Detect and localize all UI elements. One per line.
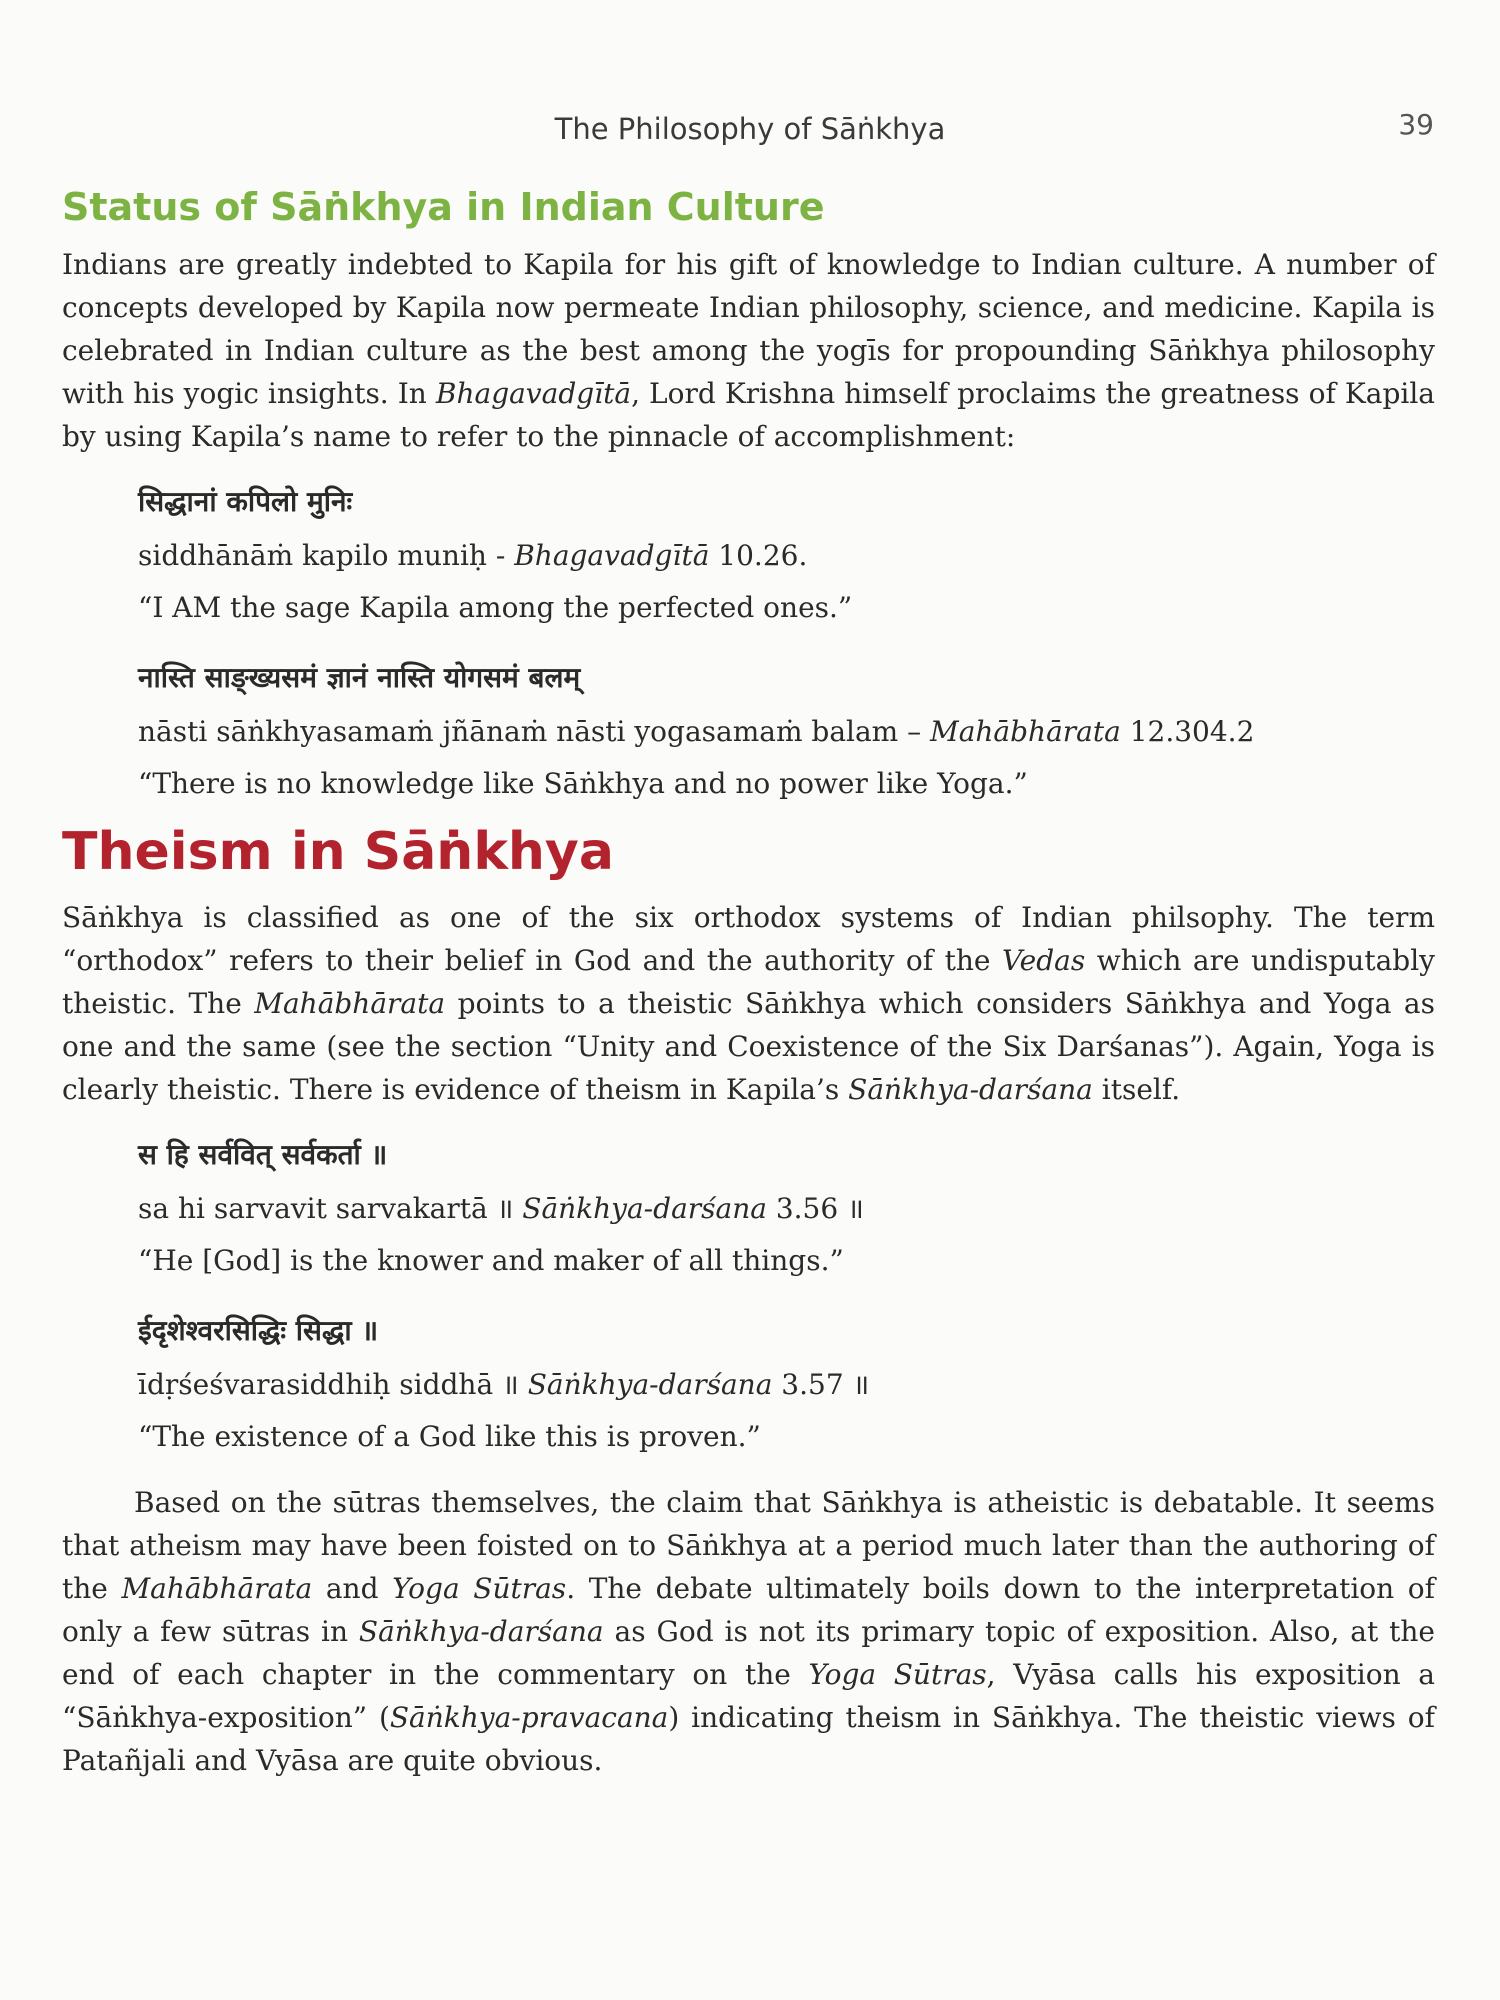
paragraph-theism: Sāṅkhya is classified as one of the six orthodox systems of Indian philsophy. The term “orthodox” refers to their belief in God and the authority of the Vedas which are undisputably theistic. The Mahābhārata points to a theistic Sāṅkhya which considers Sāṅkhya and Yoga as one and the same (see the section “Unity and Coexistence of the Six Darśanas”). Again, Yoga is clearly theistic. There is evidence of theism in Kapila’s Sāṅkhya-darśana itself. (62, 901, 1435, 1106)
running-title: The Philosophy of Sāṅkhya (554, 112, 946, 146)
transliteration: sa hi sarvavit sarvakartā ॥ Sāṅkhya-darśana 3.56 ॥ (138, 1192, 864, 1225)
translation: “There is no knowledge like Sāṅkhya and no power like Yoga.” (138, 767, 1028, 800)
page-number: 39 (1398, 108, 1434, 141)
devanagari-verse: स हि सर्ववित् सर्वकर्ता ॥ (138, 1138, 388, 1171)
verse-quote (138, 480, 1435, 634)
translation: “He [God] is the knower and maker of all things.” (138, 1244, 844, 1277)
transliteration: īdṛśeśvarasiddhiḥ siddhā ॥ Sāṅkhya-darśana 3.57 ॥ (138, 1368, 870, 1401)
transliteration: siddhānāṁ kapilo muniḥ - Bhagavadgītā 10.26. (138, 539, 808, 572)
translation: “The existence of a God like this is proven.” (138, 1420, 761, 1453)
verse-quote (138, 656, 1435, 810)
page-content (62, 185, 1435, 1782)
verse-quote (138, 1309, 1435, 1463)
verse-quote (138, 1133, 1435, 1287)
section-heading-status: Status of Sāṅkhya in Indian Culture (62, 185, 825, 229)
translation: “I AM the sage Kapila among the perfected ones.” (138, 591, 853, 624)
devanagari-verse: सिद्धानां कपिलो मुनिः (138, 485, 353, 518)
devanagari-verse: नास्ति साङ्ख्यसमं ज्ञानं नास्ति योगसमं बलम् (138, 661, 581, 694)
paragraph-conclusion: Based on the sūtras themselves, the claim that Sāṅkhya is atheistic is debatable. It seems that atheism may have been foisted on to Sāṅkhya at a period much later than the authoring of the Mahābhārata and Yoga Sūtras. The debate ultimately boils down to the interpretation of only a few sūtras in Sāṅkhya-darśana as God is not its primary topic of exposition. Also, at the end of each chapter in the commentary on the Yoga Sūtras, Vyāsa calls his exposition a “Sāṅkhya-exposition” (Sāṅkhya-pravacana) indicating theism in Sāṅkhya. The theistic views of Patañjali and Vyāsa are quite obvious. (62, 1486, 1435, 1777)
section-heading-theism: Theism in Sāṅkhya (62, 822, 614, 882)
transliteration: nāsti sāṅkhyasamaṁ jñānaṁ nāsti yogasamaṁ balam – Mahābhārata 12.304.2 (138, 715, 1255, 748)
devanagari-verse: ईदृशेश्वरसिद्धिः सिद्धा ॥ (138, 1314, 379, 1347)
paragraph-status: Indians are greatly indebted to Kapila for his gift of knowledge to Indian culture. A number of concepts developed by Kapila now permeate Indian philosophy, science, and medicine. Kapila is celebrated in Indian culture as the best among the yogīs for propounding Sāṅkhya philosophy with his yogic insights. In Bhagavadgītā, Lord Krishna himself proclaims the greatness of Kapila by using Kapila’s name to refer to the pinnacle of accomplishment: (62, 248, 1435, 453)
